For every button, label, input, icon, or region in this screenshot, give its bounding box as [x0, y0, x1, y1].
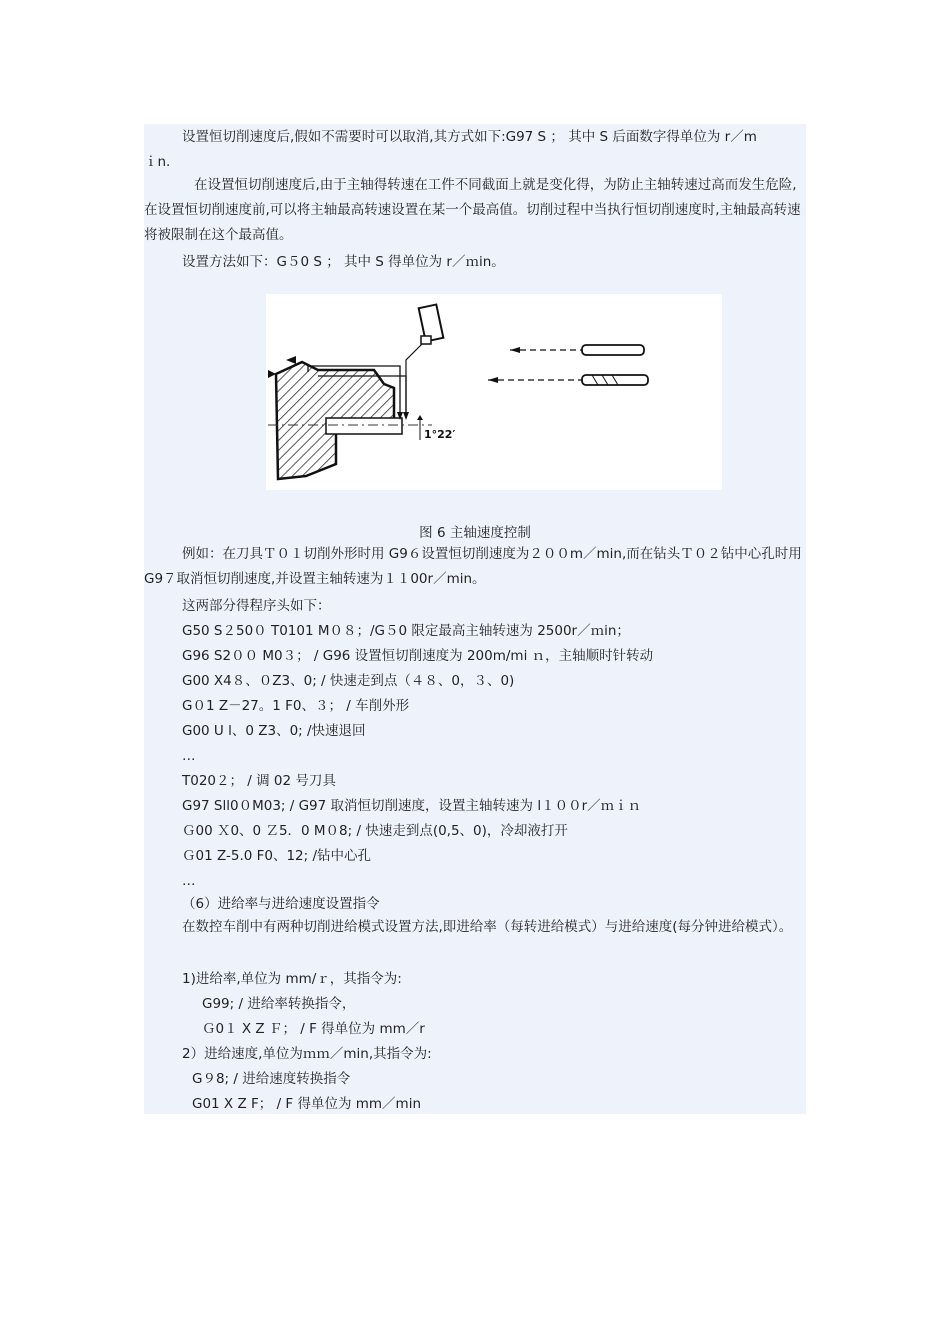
- code-line: G00 X4８、０Z3、0; / 快速走到点（４８、0，３、0): [182, 673, 515, 689]
- lathe-diagram: [266, 294, 722, 490]
- code-line: G０1 Z－27。1 F0、３； / 车削外形: [182, 698, 410, 714]
- angle-label: 1°22′: [424, 428, 456, 441]
- para5: 这两部分得程序头如下：: [182, 598, 331, 614]
- feed-speed-cmd1: G９8; / 进给速度转换指令: [192, 1071, 351, 1087]
- para4: 例如：在刀具Ｔ０１切削外形时用 G9６设置恒切削速度为２００m／min,而在钻头Ｔ０２钻中心孔时用 G9７取消恒切削速度,并设置主轴转速为１１00r／min。: [144, 546, 802, 587]
- code-line: T020２； / 调 02 号刀具: [182, 773, 336, 789]
- para1-line1: 设置恒切削速度后,假如不需要时可以取消,其方式如下:G97 S ； 其中 S 后面数字得单位为 r／m: [182, 129, 757, 145]
- figure-caption: 图 6 主轴速度控制: [419, 525, 531, 541]
- feed-rate-cmd2: Ｇ0１ X Z Ｆ； / F 得单位为 mm／r: [202, 1021, 425, 1037]
- para1-line2: ｉn.: [144, 154, 171, 170]
- code-line: G50 S２50０ T0101 M０８；/G５0 限定最高主轴转速为 2500r／ｍin；: [182, 623, 630, 639]
- section6-intro: 在数控车削中有两种切削进给模式设置方法,即进给率（每转进给模式）与进给速度(每分钟进给模式）。: [182, 919, 793, 935]
- feed-speed-cmd2: G01 X Z F； / F 得单位为 mm／min: [192, 1096, 422, 1112]
- code-line: …: [182, 873, 196, 889]
- para2: 在设置恒切削速度后,由于主轴得转速在工件不同截面上就是变化得，为防止主轴转速过高而发生危险,在设置恒切削速度前,可以将主轴最高转速设置在某一个最高值。切削过程中当执行恒切削速度时,主轴最高转速将被限制在这个最高值。: [144, 177, 801, 243]
- code-line: Ｇ01 Z-5.0 F0、12; /钻中心孔: [182, 848, 372, 864]
- content-panel: [144, 124, 806, 1114]
- para3: 设置方法如下：G５0 S ； 其中 S 得单位为 r／ｍin。: [182, 254, 505, 270]
- code-line: G96 S2００ M0３； / G96 设置恒切削速度为 200m/mi ｎ，主轴顺时针转动: [182, 648, 654, 664]
- code-line: G00 U l、0 Z3、0; /快速退回: [182, 723, 366, 739]
- section6-title: （6）进给率与进给速度设置指令: [182, 896, 380, 912]
- feed-rate-cmd1: G99; / 进给率转换指令，: [202, 996, 356, 1012]
- feed-speed-item: 2）进给速度,单位为ｍｍ／min,其指令为:: [182, 1046, 432, 1062]
- feed-rate-item: 1)进给率,单位为 mm/ｒ，其指令为:: [182, 971, 402, 987]
- code-line: G97 Sll0０M03; / G97 取消恒切削速度，设置主轴转速为 l１００r／ｍｉｎ: [182, 798, 642, 814]
- spindle-speed-figure: [266, 294, 722, 490]
- code-line: …: [182, 748, 196, 764]
- code-line: Ｇ00 Ｘ0、0 Ｚ5．0 M０8; / 快速走到点(0,5、0)，冷却液打开: [182, 823, 568, 839]
